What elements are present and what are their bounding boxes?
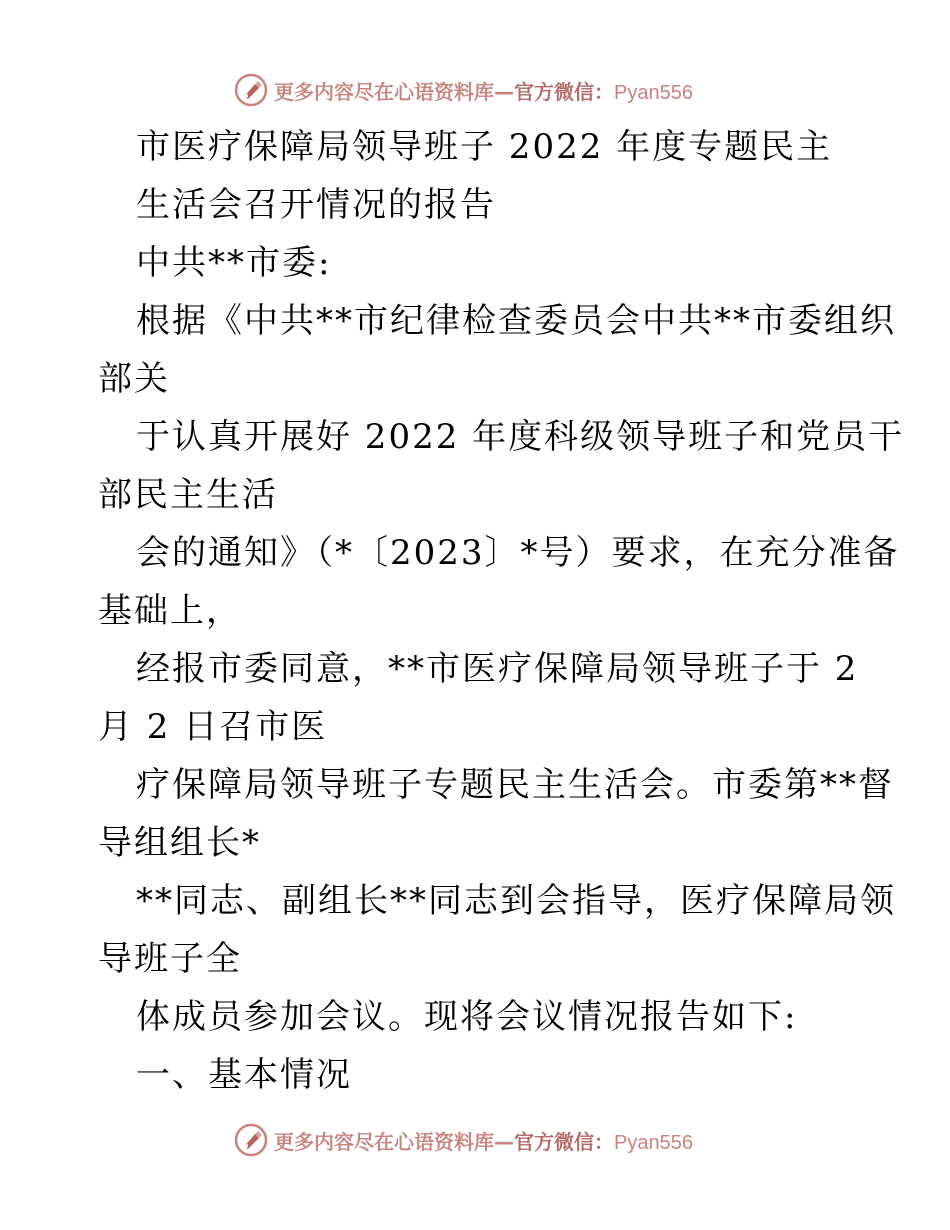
paragraph-line: 根据《中共**市纪律检查委员会中共**市委组织 [136, 301, 896, 341]
paragraph-line: 月 2 日召市医 [98, 707, 328, 747]
paragraph-line: 疗保障局领导班子专题民主生活会。市委第**督 [136, 765, 894, 805]
addressee: 中共**市委: [136, 243, 332, 283]
watermark-footer [234, 1122, 693, 1158]
paragraph-line: 会的通知》（*〔2023〕*号）要求，在充分准备 [136, 533, 900, 573]
paragraph-line: 于认真开展好 2022 年度科级领导班子和党员干 [136, 417, 905, 457]
title-line-1: 市医疗保障局领导班子 2022 年度专题民主 [136, 127, 833, 167]
watermark-text: 更多内容尽在心语资料库—官方微信：Pyan556 [274, 1129, 693, 1154]
section-heading: 一、基本情况 [136, 1055, 352, 1095]
report-body [98, 118, 905, 1104]
pen-nib-circle-icon [234, 73, 268, 107]
paragraph-line: 经报市委同意，**市医疗保障局领导班子于 2 [136, 649, 859, 689]
pen-nib-circle-icon [234, 1123, 268, 1157]
paragraph-line: 导班子全 [98, 939, 242, 979]
watermark-header [234, 72, 693, 108]
paragraph-line: 部民主生活 [98, 475, 278, 515]
watermark-text: 更多内容尽在心语资料库—官方微信：Pyan556 [274, 79, 693, 104]
paragraph-line: 体成员参加会议。现将会议情况报告如下: [136, 997, 798, 1037]
title-line-2: 生活会召开情况的报告 [136, 185, 496, 225]
paragraph-line: **同志、副组长**同志到会指导，医疗保障局领 [136, 881, 896, 921]
paragraph-line: 导组组长* [98, 823, 261, 863]
paragraph-line: 基础上， [98, 591, 242, 631]
paragraph-line: 部关 [98, 359, 170, 399]
